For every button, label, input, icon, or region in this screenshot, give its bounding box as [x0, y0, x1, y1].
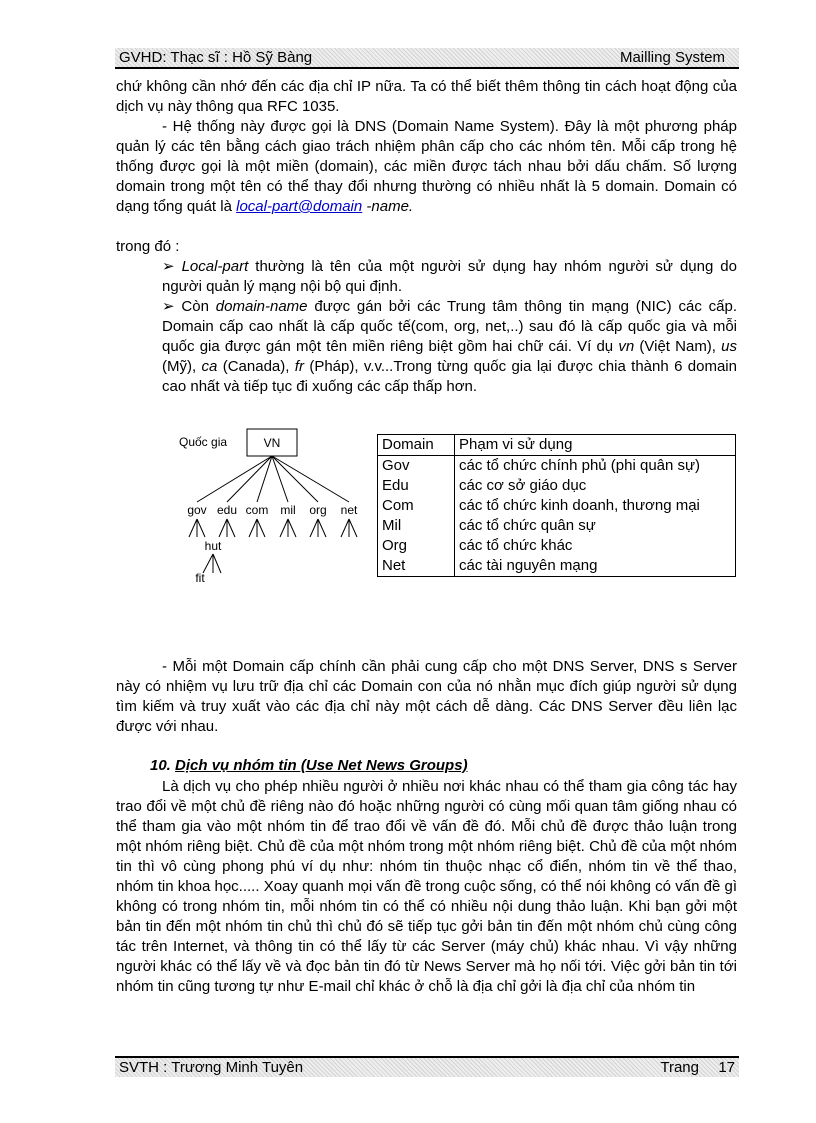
- tree-node-net: net: [340, 503, 358, 517]
- table-row: [378, 516, 736, 536]
- arrow-bullet-icon: ➢: [162, 258, 182, 275]
- domain-table: [377, 434, 736, 577]
- page-header: [115, 48, 739, 69]
- table-row: [378, 456, 736, 477]
- bullet2-pre: Còn: [181, 298, 216, 315]
- code-ca: ca: [201, 358, 218, 375]
- paragraph-news-groups: Là dịch vụ cho phép nhiều người ở nhiều nơi khác nhau có thể tham gia công tác hay trao đổi về một chủ đề riêng nào đó hoặc những người có cùng mối quan tâm giống nhau có thể tham gia vào một nhóm tin để trao đổi về vấn đề đó. Mỗi chủ đề được thảo luận trong một nhóm riêng biệt. Chủ đề của một nhóm trong một nhóm riêng biệt. Chủ đề của một nhóm tin thì vô cùng phong phú ví dụ như: nhóm tin thuộc nhạc cổ điển, nhóm tin về thể thao, nhóm tin khoa học..... Xoay quanh mọi vấn đề trong cuộc sống, có thể nói không có vấn đề gì không có trong nhóm tin, mỗi nhóm tin có thể có nhiều nội dung thảo luận. Khi bạn gởi một bản tin đến một nhóm tin chủ thì chủ đó sẽ tiếp tục gởi bản tin đến một nhóm chủ cùng công tác trên Internet, và thông tin có thể lấy từ các Server (máy chủ) khác nhau. Vì vậy những người khác có thể lấy về và đọc bản tin đó từ News Server mà họ nối tới. Việc gởi bản tin tới nhóm tin cũng tương tự như E-mail chỉ khác ở chỗ là địa chỉ gởi là địa chỉ của nhóm tin: [116, 778, 737, 995]
- tree-edge: [272, 456, 288, 502]
- bullet2-text: được gán bởi các Trung tâm thông tin mạng (NIC) các cấp. Domain cấp cao nhất là cấp quốc tế(com, org, net,..) sau đó là cấp quốc gia và mỗi quốc gia được gán một tên miền riêng biệt gồm hai chữ cái. Ví dụ: [162, 298, 738, 355]
- local-part-term: Local-part: [181, 258, 249, 275]
- arrow-bullet-icon: ➢: [162, 298, 182, 315]
- header-title: Mailling System: [619, 49, 725, 66]
- tree-node-edu: edu: [216, 503, 238, 517]
- table-cell-domain: Gov: [378, 456, 455, 477]
- page-footer: [115, 1056, 739, 1077]
- code-fr-desc: (Pháp), v.v...Trong từng quốc gia lại được chia thành 6 domain cao nhất và tiếp tục đi xuống các cấp thấp hơn.: [162, 358, 737, 395]
- tree-node-gov: gov: [187, 503, 207, 517]
- tree-node-hut: hut: [204, 539, 222, 553]
- table-row: [378, 536, 736, 556]
- table-cell-scope: các tổ chức chính phủ (phi quân sự): [455, 456, 736, 477]
- code-vn-desc: (Việt Nam),: [634, 338, 722, 355]
- table-row: [378, 556, 736, 577]
- code-us-desc: (Mỹ),: [162, 358, 202, 375]
- code-ca-desc: (Canada),: [217, 358, 295, 375]
- heading-title: Dịch vụ nhóm tin (Use Net News Groups): [175, 757, 468, 774]
- table-cell-scope: các tổ chức quân sự: [455, 516, 736, 536]
- tree-edge: [257, 456, 272, 502]
- tree-node-mil: mil: [280, 503, 296, 517]
- trong-do-label: trong đó :: [116, 238, 180, 255]
- footer-page-label: Trang: [660, 1059, 699, 1076]
- table-cell-scope: các tài nguyên mạng: [455, 556, 736, 577]
- domain-name-term: domain-name: [215, 298, 308, 315]
- bullet-domain-name: [162, 297, 737, 397]
- footer-student: SVTH : Trương Minh Tuyên: [119, 1059, 304, 1076]
- domain-tree-diagram: [175, 426, 370, 596]
- dns-name-suffix: -name.: [362, 198, 414, 215]
- header-supervisor: GVHD: Thạc sĩ : Hồ Sỹ Bàng: [119, 49, 313, 66]
- tree-node-org: org: [309, 503, 327, 517]
- heading-number: 10.: [150, 757, 176, 774]
- table-header-scope: Phạm vi sử dụng: [455, 435, 736, 456]
- bullet-local-part: [162, 257, 737, 297]
- table-header-row: [378, 435, 736, 456]
- code-us: us: [721, 338, 738, 355]
- tree-node-com: com: [245, 503, 269, 517]
- code-vn: vn: [618, 338, 635, 355]
- tree-node-fit: fit: [195, 571, 205, 585]
- table-cell-domain: Com: [378, 496, 455, 516]
- tree-root-label: Quốc gia: [179, 435, 228, 449]
- footer-page-number: 17: [718, 1059, 735, 1076]
- table-row: [378, 496, 736, 516]
- code-fr: fr: [294, 358, 304, 375]
- local-part-link[interactable]: local-part@domain: [236, 198, 363, 215]
- table-row: [378, 476, 736, 496]
- table-header-domain: Domain: [378, 435, 455, 456]
- paragraph-dns-server: - Mỗi một Domain cấp chính cần phải cung cấp cho một DNS Server, DNS s Server này có nhiệm vụ lưu trữ địa chỉ các Domain con của nó nhằn mục đích giúp người sử dụng tìm kiếm và truy xuất vào các địa chỉ này một cách dễ dàng. Các DNS Server đều liên lạc được với nhau.: [116, 658, 737, 735]
- table-cell-domain: Mil: [378, 516, 455, 536]
- table-cell-domain: Org: [378, 536, 455, 556]
- section-heading: [150, 756, 468, 776]
- paragraph-dns: [116, 117, 737, 217]
- table-cell-domain: Net: [378, 556, 455, 577]
- dns-text: - Hệ thống này được gọi là DNS (Domain Name System). Đây là một phương pháp quản lý các tên bằng cách giao trách nhiệm phân cấp cho các nhóm tên. Mỗi cấp trong hệ thống được gọi là một miền (domain), các miền được tách nhau bởi dấu chấm. Số lượng domain trong một tên có thể thay đổi nhưng thường có nhiều nhất là 5 domain. Domain có dạng tổng quát là: [116, 118, 737, 215]
- tree-edge: [197, 456, 272, 502]
- table-cell-scope: các tổ chức kinh doanh, thương mại: [455, 496, 736, 516]
- tree-root: VN: [263, 436, 281, 450]
- table-cell-scope: các cơ sở giáo dục: [455, 476, 736, 496]
- table-cell-scope: các tổ chức khác: [455, 536, 736, 556]
- paragraph-intro: chứ không cần nhớ đến các địa chỉ IP nữa. Ta có thể biết thêm thông tin cách hoạt động của dịch vụ này thông qua RFC 1035.: [116, 78, 737, 115]
- table-cell-domain: Edu: [378, 476, 455, 496]
- bullet1-text: thường là tên của một người sử dụng hay nhóm người sử dụng do người quản lý mạng nội bộ qui định.: [162, 258, 737, 295]
